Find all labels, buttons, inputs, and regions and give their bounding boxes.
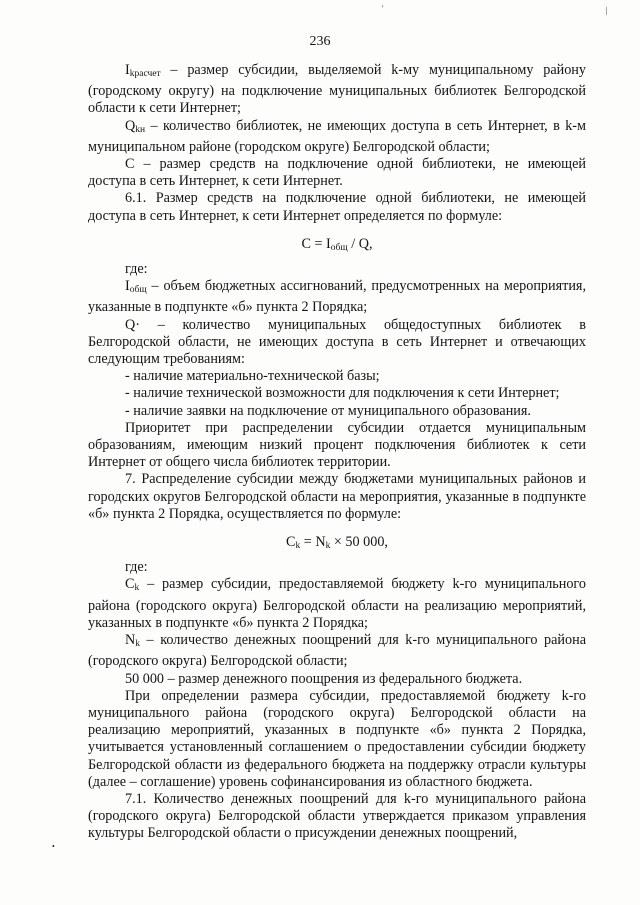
priority-paragraph: Приоритет при распределении субсидии отдается муниципальным образованиям, имеющим низкий процент подключения библиотек к сети Интернет от общего числа библиотек территории. [88,419,586,471]
symbol: I [125,62,130,78]
def-q-kn [88,118,586,156]
requirement-item: - наличие технической возможности для подключения к сети Интернет; [125,385,560,402]
scan-speck: ' [382,4,384,13]
document-body [88,62,586,843]
where-label: где: [125,261,148,278]
def-50000: 50 000 – размер денежного поощрения из федерального бюджета. [125,670,523,687]
where-label: где: [125,559,148,576]
def-nk: $N_k$ – количество денежных поощрений для k-го муниципального района (городского округа) Белгородской области; [88,632,586,670]
paragraph-7-1: 7.1. Количество денежных поощрений для k-го муниципального района (городского округа) Белгородской области утверждается приказом управления культуры Белгородской области о присуждении денежных поощрений, [88,790,586,842]
definition-text: – размер субсидии, выделяемой k-му муниципальному району (городскому округу) на подключение муниципальных библиотек Белгородской области к сети Интернет; [88,62,586,117]
paragraph-7: 7. Распределение субсидии между бюджетами муниципальных районов и городских округов Белгородской области на мероприятия, указанные в подпункте «б» пункта 2 Порядка, осуществляется по формуле: [88,471,586,522]
def-q: Q· – количество муниципальных общедоступных библиотек в Белгородской области, не имеющих доступа в сеть Интернет и отвечающих следующим требованиям: [88,316,586,368]
symbol: Q [125,117,136,134]
formula-c: $С = I_{общ} / Q$, [301,235,373,253]
def-ck: $С_k$ – размер субсидии, предоставляемой бюджету k-го муниципального района (городского округа) Белгородской области на реализацию мероприятий, указанных в подпункте «б» пункта 2 Порядка; [88,576,586,631]
formula-ck: $С_k = N_k \times 50$ 000, [286,534,388,552]
subscript: kрасчет [129,69,161,79]
definition-text: – количество библиотек, не имеющих доступа в сеть Интернет, в k-м муниципальном районе (городском округе) Белгородской области; [88,117,586,155]
cofinancing-paragraph: При определении размера субсидии, предоставляемой бюджету k-го муниципального района (городского округа) Белгородской области на реализацию мероприятий, указанных в подпункте «б» пункта 2 Порядка, учитывается установленный соглашением о предоставлении субсидии бюджету Белгородской области из федерального бюджета на поддержку отрасли культуры (далее – соглашение) уровень софинансирования из областного бюджета. [88,687,586,790]
scan-speck: | [606,6,608,15]
paragraph-6-1: 6.1. Размер средств на подключение одной библиотеки, не имеющей доступа в сеть Интернет, к сети Интернет определяется по формуле: [88,190,586,224]
def-i-raschet [88,62,586,118]
def-c: С – размер средств на подключение одной библиотеки, не имеющей доступа в сеть Интернет, к сети Интернет. [88,156,586,190]
requirement-item: - наличие заявки на подключение от муниципального образования. [125,402,531,419]
def-i-obsh: $I_{общ}$ – объем бюджетных ассигнований, предусмотренных на мероприятия, указанные в подпункте «б» пункта 2 Порядка; [88,278,586,316]
scan-speck: • [52,842,55,851]
subscript: kн [135,124,146,135]
requirement-item: - наличие материально-технической базы; [125,368,380,385]
page-number: 236 [309,34,331,49]
